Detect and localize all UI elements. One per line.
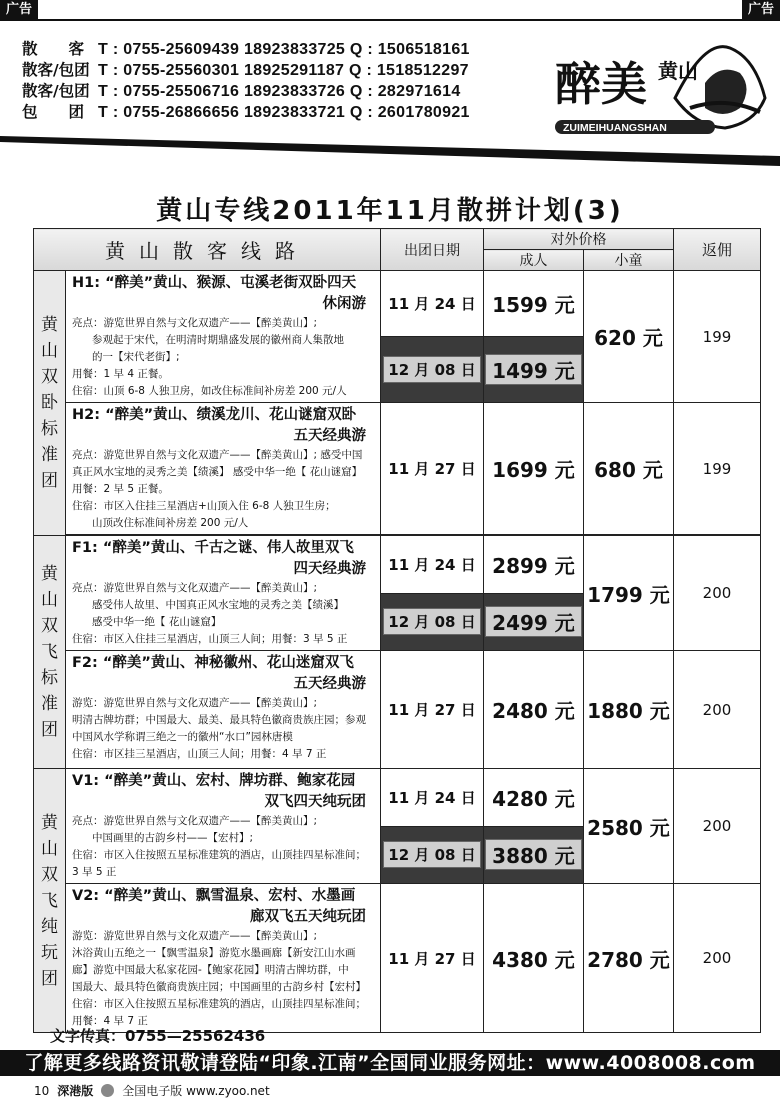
depart-date-cell (381, 826, 484, 884)
contact-row (22, 79, 542, 100)
category-char: 双 (41, 616, 58, 636)
category-char: 飞 (41, 890, 58, 911)
category-char: 黄 (41, 315, 58, 335)
route-line: 中国风水学称谓三绝之一的徽州“水口”园林唐模 (72, 731, 293, 743)
logo-small-chars: 黄山 (658, 59, 698, 83)
adult-price: 2499 元 (485, 606, 582, 637)
depart-date: 11 月 24 日 (381, 536, 484, 594)
table-row (34, 769, 761, 827)
header-route: 黄山散客线路 (34, 229, 381, 271)
route-h2 (66, 403, 381, 535)
route-line: 感受伟人故里、中国真正风水宝地的灵秀之美【绩溪】 (92, 599, 344, 611)
category-char: 双 (41, 367, 58, 387)
route-line: 廊】游览中国最大私家花园-【鲍家花园】明清古牌坊群，中 (72, 964, 349, 976)
route-line: 感受中华一绝【 花山谜窟】 (92, 616, 222, 628)
depart-date: 11 月 27 日 (381, 651, 484, 769)
rebate: 200 (674, 651, 761, 769)
category-char: 团 (41, 968, 58, 989)
category-cell (34, 536, 66, 769)
route-h1 (66, 271, 381, 403)
contact-label: 包 团 (22, 103, 85, 121)
table-row (34, 651, 761, 769)
route-title: F2: “醉美”黄山、神秘徽州、花山迷窟双飞 (72, 655, 354, 671)
category-label (34, 561, 65, 743)
category-char: 山 (41, 838, 58, 859)
page-title: 黄山专线2011年11月散拼计划(3) (156, 196, 624, 226)
footer-site: 全国电子版 www.zyoo.net (122, 1084, 270, 1098)
depart-date: 11 月 24 日 (381, 271, 484, 337)
route-line: 住宿：市区入住挂三星酒店+山顶入住 6-8 人独卫生房； (72, 500, 336, 512)
route-title: V1: “醉美”黄山、宏村、牌坊群、鲍家花园 (72, 773, 356, 789)
depart-date: 12 月 08 日 (383, 841, 480, 868)
contact-row (22, 100, 542, 121)
route-line: 的一【宋代老街】; (92, 351, 180, 363)
rebate: 200 (674, 536, 761, 651)
route-line: 住宿：市区入住按照五星标准建筑的酒店，山顶挂四星标准间； (72, 998, 366, 1010)
header-adult: 成人 (484, 250, 584, 271)
adult-price-cell (484, 826, 584, 884)
globe-icon (101, 1084, 114, 1097)
contact-row (22, 37, 542, 58)
category-cell (34, 769, 66, 1033)
category-label (34, 312, 65, 494)
fax-line: 文字传真：0755—25562436 (50, 1027, 266, 1045)
route-line: 国最大、最具特色徽商贵族庄园；中国画里的古韵乡村【宏村】 (72, 981, 366, 993)
route-line: 亮点：游览世界自然与文化双遗产——【醉美黄山】; (72, 582, 318, 594)
route-line: 亮点：游览世界自然与文化双遗产——【醉美黄山】; (72, 317, 318, 329)
contact-label: 散客/包团 (22, 82, 90, 100)
adult-price: 1499 元 (485, 354, 582, 385)
category-char: 准 (41, 445, 58, 465)
category-char: 标 (41, 668, 58, 688)
table-row (34, 271, 761, 337)
category-label (34, 810, 65, 992)
category-char: 标 (41, 419, 58, 439)
contact-numbers: T : 0755-25609439 18923833725 Q : 1506518161 (98, 41, 470, 58)
child-price: 1880 元 (584, 651, 674, 769)
route-title-line2: 四天经典游 (293, 561, 366, 577)
route-f1 (66, 536, 381, 651)
route-line: 用餐：1 早 4 正餐。 (72, 368, 169, 380)
header-curve-band (0, 136, 780, 166)
route-line: 住宿：市区挂三星酒店，山顶三人间；用餐：4 早 7 正 (72, 748, 327, 760)
route-line: 3 早 5 正 (72, 866, 117, 878)
rebate: 199 (674, 271, 761, 403)
route-line: 住宿：山顶 6-8 人独卫房，如改住标准间补房差 200 元/人 (72, 385, 347, 397)
route-line: 中国画里的古韵乡村——【宏村】; (92, 832, 254, 844)
route-line: 亮点：游览世界自然与文化双遗产——【醉美黄山】; 感受中国 (72, 449, 363, 461)
adult-price: 3880 元 (485, 839, 582, 870)
contact-numbers: T : 0755-25560301 18925291187 Q : 1518512297 (98, 62, 469, 79)
category-char: 黄 (41, 564, 58, 584)
adult-price: 4280 元 (484, 769, 584, 827)
tour-plan-table (33, 228, 761, 1033)
adult-price: 1599 元 (484, 271, 584, 337)
top-rule (0, 19, 780, 21)
adult-price-cell (484, 337, 584, 403)
table-header-row (34, 229, 761, 250)
route-line: 用餐：2 早 5 正餐。 (72, 483, 169, 495)
depart-date-cell (381, 337, 484, 403)
route-line: 住宿：市区入住按照五星标准建筑的酒店，山顶挂四星标准间； (72, 849, 366, 861)
contact-block (22, 37, 542, 121)
depart-date-cell (381, 593, 484, 651)
child-price: 2780 元 (584, 884, 674, 1033)
depart-date: 11 月 27 日 (381, 403, 484, 535)
adult-price-cell (484, 593, 584, 651)
table-row (34, 884, 761, 1033)
child-price: 1799 元 (584, 536, 674, 651)
contact-label: 散 客 (22, 40, 85, 58)
route-title-line2: 五天经典游 (293, 676, 366, 692)
route-f2 (66, 651, 381, 769)
rebate: 200 (674, 884, 761, 1033)
route-v1 (66, 769, 381, 884)
header-price: 对外价格 (484, 229, 674, 250)
category-char: 飞 (41, 642, 58, 662)
route-v2 (66, 884, 381, 1033)
category-char: 玩 (41, 942, 58, 963)
category-char: 纯 (41, 916, 58, 937)
route-title: H1: “醉美”黄山、猴源、屯溪老街双卧四天 (72, 275, 357, 291)
page-number: 10 (34, 1083, 50, 1098)
category-char: 卧 (41, 393, 58, 413)
page-footer (34, 1082, 270, 1099)
contact-label: 散客/包团 (22, 61, 90, 79)
category-char: 双 (41, 864, 58, 885)
logo-english: ZUIMEIHUANGSHAN (563, 122, 667, 134)
zuimei-huangshan-logo (555, 28, 770, 143)
category-char: 黄 (41, 812, 58, 833)
route-title: F1: “醉美”黄山、千古之谜、伟人故里双飞 (72, 540, 354, 556)
route-line: 游览：游览世界自然与文化双遗产——【醉美黄山】; (72, 930, 318, 942)
route-line: 游览：游览世界自然与文化双遗产——【醉美黄山】; (72, 697, 318, 709)
category-cell (34, 271, 66, 536)
route-line: 真正风水宝地的灵秀之美【绩溪】 感受中华一绝【 花山谜窟】 (72, 466, 363, 478)
table-row (34, 403, 761, 535)
contact-numbers: T : 0755-25506716 18923833726 Q : 282971614 (98, 83, 461, 100)
header-date: 出团日期 (381, 229, 484, 271)
route-line: 明清古牌坊群；中国最大、最美、最具特色徽商贵族庄园；参观 (72, 714, 366, 726)
table-row (34, 536, 761, 594)
adult-price: 2480 元 (484, 651, 584, 769)
ad-label-right: 广告 (742, 0, 780, 20)
child-price: 680 元 (584, 403, 674, 535)
category-char: 准 (41, 694, 58, 714)
edition-label: 深港版 (57, 1084, 94, 1098)
route-line: 山顶改住标准间补房差 200 元/人 (92, 517, 249, 529)
depart-date: 12 月 08 日 (383, 608, 480, 635)
logo-chars: 醉美 (555, 57, 647, 111)
category-char: 山 (41, 590, 58, 610)
child-price: 2580 元 (584, 769, 674, 884)
depart-date: 11 月 27 日 (381, 884, 484, 1033)
route-line: 参观起于宋代，在明清时期鼎盛发展的徽州商人集散地 (92, 334, 344, 346)
header-child: 小童 (584, 250, 674, 271)
route-line: 用餐：4 早 7 正 (72, 1015, 148, 1027)
route-title-line2: 双飞四天纯玩团 (264, 794, 366, 810)
route-title: H2: “醉美”黄山、绩溪龙川、花山谜窟双卧 (72, 407, 357, 423)
route-title: V2: “醉美”黄山、飘雪温泉、宏村、水墨画 (72, 888, 356, 904)
promo-banner: 了解更多线路资讯敬请登陆“印象.江南”全国同业服务网址：www.4008008.com (0, 1050, 780, 1076)
route-line: 亮点：游览世界自然与文化双遗产——【醉美黄山】; (72, 815, 318, 827)
route-line: 住宿：市区入住挂三星酒店，山顶三人间；用餐：3 早 5 正 (72, 633, 348, 645)
category-char: 山 (41, 341, 58, 361)
category-char: 团 (41, 720, 58, 740)
route-title-line2: 廊双飞五天纯玩团 (250, 909, 366, 925)
contact-numbers: T : 0755-26866656 18923833721 Q : 2601780921 (98, 104, 470, 121)
category-char: 团 (41, 471, 58, 491)
adult-price: 1699 元 (484, 403, 584, 535)
rebate: 200 (674, 769, 761, 884)
route-title-line2: 五天经典游 (293, 428, 366, 444)
header-rebate: 返佣 (674, 229, 761, 271)
route-line: 沐浴黄山五绝之一【飘雪温泉】游览水墨画廊【新安江山水画 (72, 947, 356, 959)
adult-price: 4380 元 (484, 884, 584, 1033)
adult-price: 2899 元 (484, 536, 584, 594)
ad-label-left: 广告 (0, 0, 38, 20)
child-price: 620 元 (584, 271, 674, 403)
depart-date: 11 月 24 日 (381, 769, 484, 827)
rebate: 199 (674, 403, 761, 535)
contact-row (22, 58, 542, 79)
depart-date: 12 月 08 日 (383, 356, 480, 383)
route-title-line2: 休闲游 (322, 296, 366, 312)
